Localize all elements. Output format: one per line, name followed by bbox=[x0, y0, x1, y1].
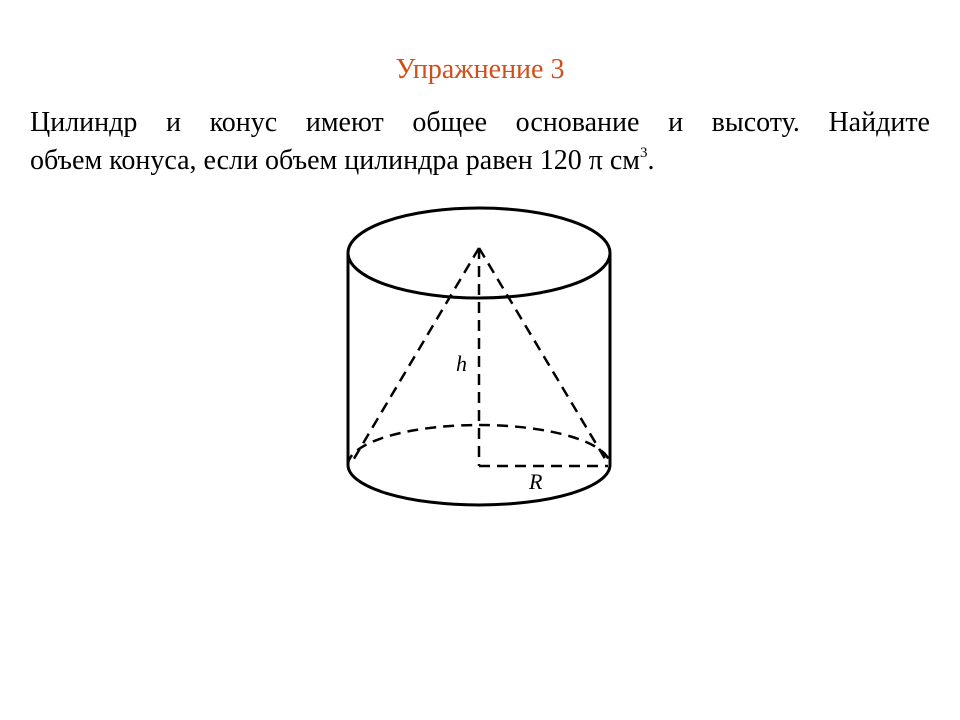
problem-line-2-period: . bbox=[647, 145, 655, 176]
slide-title: Упражнение 3 bbox=[395, 54, 565, 85]
cylinder-bottom-front-arc bbox=[348, 465, 610, 505]
height-label: h bbox=[456, 351, 467, 376]
cube-exponent: 3 bbox=[639, 145, 648, 161]
problem-line-1: Цилиндр и конус имеют общее основание и высоту. Найдите bbox=[30, 107, 930, 138]
problem-line-2-text: объем конуса, если объем цилиндра равен 120 π см bbox=[30, 145, 640, 176]
radius-label: R bbox=[529, 469, 543, 494]
